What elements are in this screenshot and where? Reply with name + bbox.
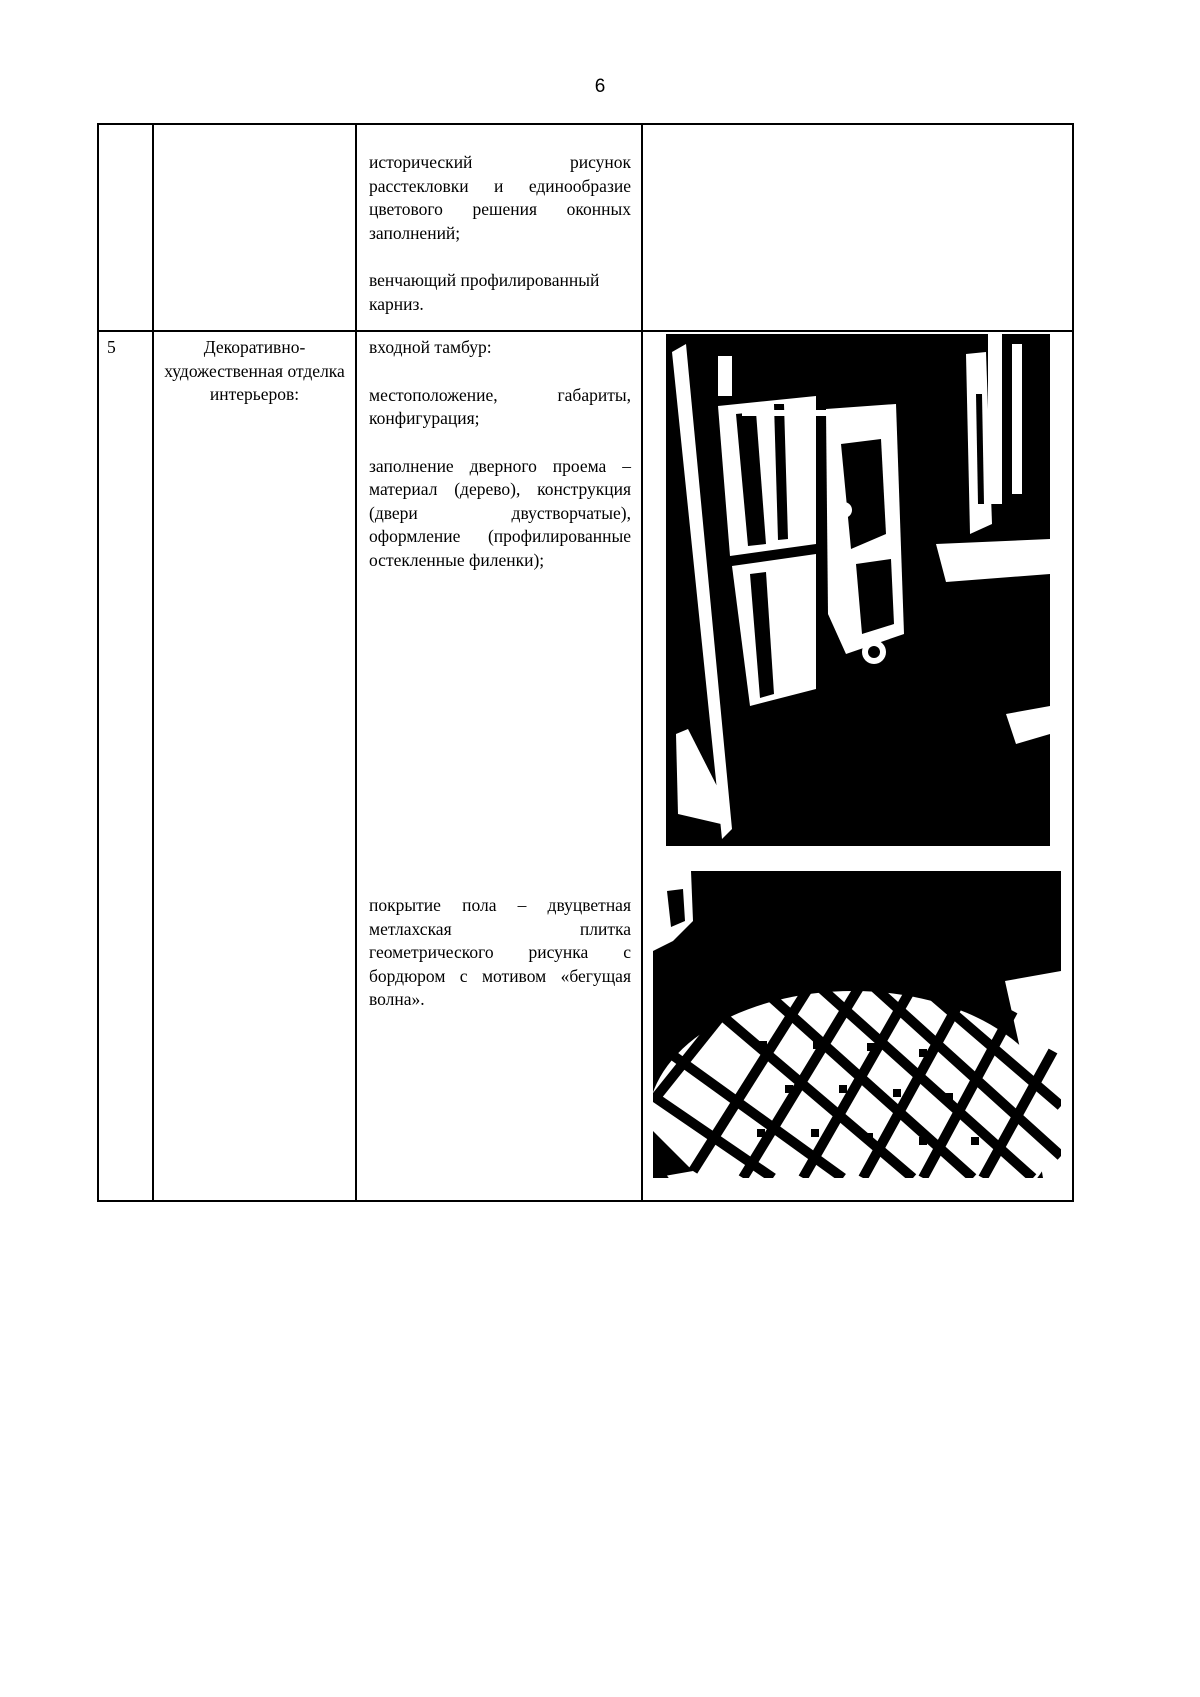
row-number: 5 [107, 337, 116, 357]
table-row [98, 331, 1073, 1201]
floor-pattern-image [653, 871, 1061, 1178]
feature-name [154, 125, 355, 129]
floor-tile-photo [653, 871, 1061, 1178]
entrance-vestibule-photo [666, 334, 1050, 846]
feature-description-cell [356, 331, 642, 1201]
row-number-cell [98, 124, 153, 331]
page-number: 6 [594, 76, 606, 97]
floor-description: покрытие пола – двуцветная метлахская плитка геометрического рисунка с бордюром с мотивом «бегущая волна». [369, 895, 631, 1009]
feature-name: Декоративно-художественная отделка интерьеров: [164, 337, 345, 404]
description-paragraph: входной тамбур: [369, 337, 492, 357]
vestibule-door-image [666, 334, 1050, 846]
monument-features-table [97, 123, 1074, 1202]
row-number-cell [98, 331, 153, 1201]
description-paragraph: венчающий профилированный карниз. [369, 270, 600, 314]
description-paragraph: местоположение, габариты, конфигурация; [369, 384, 631, 428]
description-paragraph: заполнение дверного проема – материал (дерево), конструкция (двери двустворчатые), оформление (профилированные остекленные филенки); [369, 455, 631, 570]
description-paragraph: исторический рисунок расстекловки и единообразие цветового решения оконных заполнений; [369, 152, 631, 243]
feature-name-cell [153, 124, 356, 331]
photo-cell [642, 124, 1073, 331]
feature-description-cell [356, 124, 642, 331]
feature-name-cell [153, 331, 356, 1201]
table-row [98, 124, 1073, 331]
row-number [99, 125, 152, 129]
photo-cell [642, 331, 1073, 1201]
